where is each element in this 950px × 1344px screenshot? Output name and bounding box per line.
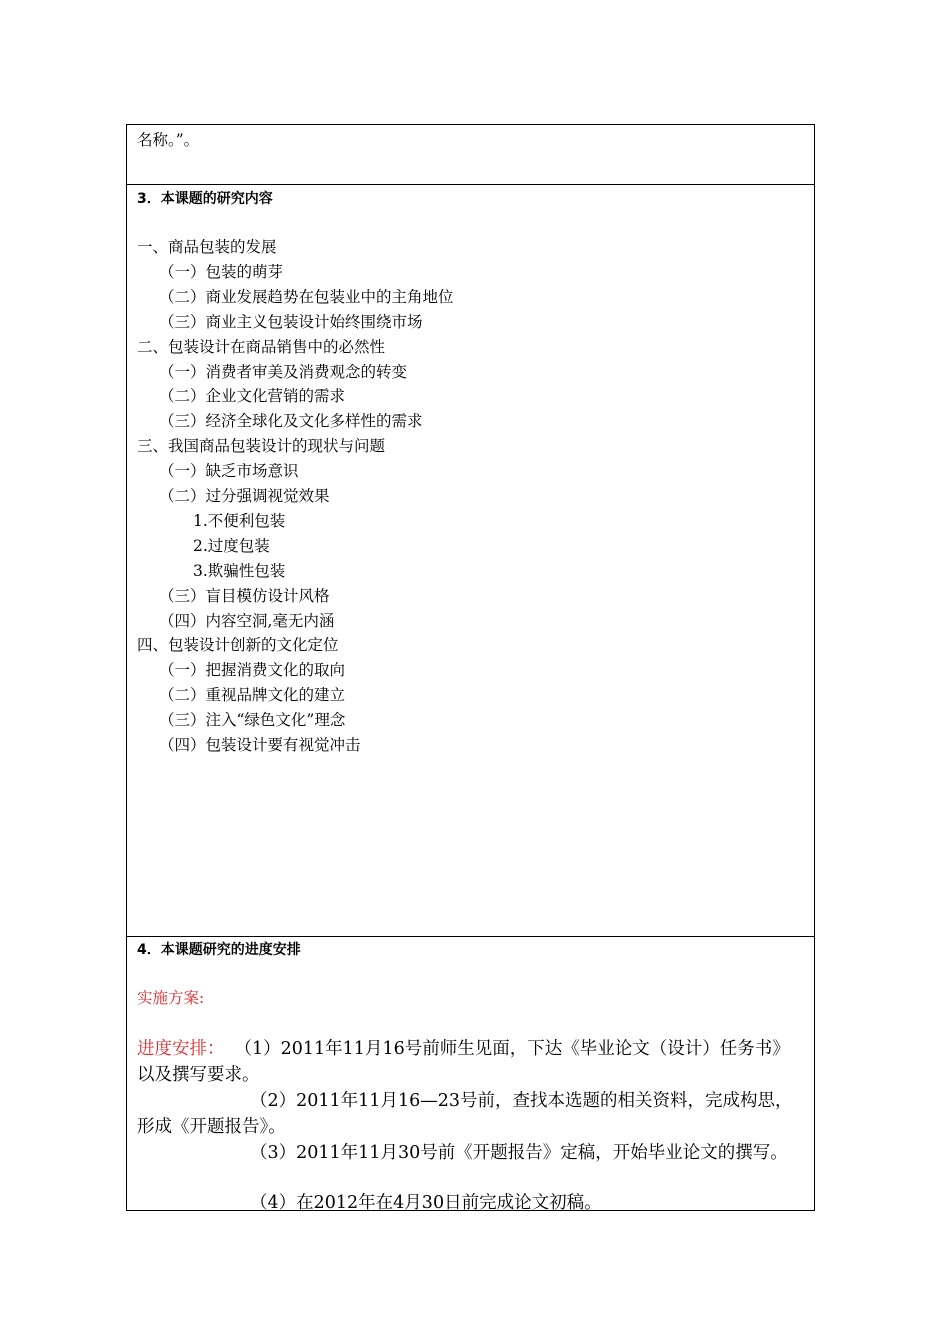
outline-item: 三、我国商品包装设计的现状与问题 bbox=[137, 437, 386, 456]
schedule-item-2: （2）2011年11月16—23号前，查找本选题的相关资料，完成构思，形成《开题报告》。 bbox=[137, 1091, 793, 1137]
outline-item: （一）包装的萌芽 bbox=[159, 262, 284, 281]
schedule-item-3: （3）2011年11月30号前《开题报告》定稿，开始毕业论文的撰写。 bbox=[250, 1143, 788, 1163]
outline-item: （四）包装设计要有视觉冲击 bbox=[159, 736, 361, 754]
outline-item: （三）经济全球化及文化多样性的需求 bbox=[159, 412, 423, 431]
schedule-label: 进度安排： bbox=[137, 1039, 225, 1059]
outline-item: 3.欺骗性包装 bbox=[193, 561, 286, 580]
outline-item: （二）商业发展趋势在包装业中的主角地位 bbox=[159, 287, 454, 306]
outline-item: 四、包装设计创新的文化定位 bbox=[137, 636, 339, 655]
outline-item: （一）缺乏市场意识 bbox=[159, 462, 299, 481]
schedule-item-4: （4）在2012年在4月30日前完成论文初稿。 bbox=[250, 1193, 602, 1213]
outline-item: 二、包装设计在商品销售中的必然性 bbox=[137, 337, 386, 356]
outline-item: （二）重视品牌文化的建立 bbox=[159, 686, 346, 705]
outline-item: （四）内容空洞,毫无内涵 bbox=[159, 611, 335, 630]
outline-item: （三）盲目模仿设计风格 bbox=[159, 586, 330, 605]
table-cell-research-content bbox=[126, 184, 815, 937]
continuation-text: 名称。”。 bbox=[137, 131, 200, 149]
outline-item: （一）消费者审美及消费观念的转变 bbox=[159, 362, 408, 381]
outline-item: 一、商品包装的发展 bbox=[137, 238, 277, 256]
outline-item: 2.过度包装 bbox=[193, 536, 270, 555]
schedule-item-1: 进度安排： （1）2011年11月16号前师生见面，下达《毕业论文（设计）任务书》以及撰写要求。 bbox=[137, 1039, 790, 1085]
table-cell-schedule bbox=[126, 936, 815, 1211]
plan-label: 实施方案: bbox=[137, 989, 205, 1007]
table-cell-continuation bbox=[126, 124, 815, 185]
outline-item: （二）过分强调视觉效果 bbox=[159, 487, 330, 505]
outline-item: 1.不便利包装 bbox=[193, 511, 286, 530]
outline-item: （三）注入“绿色文化”理念 bbox=[159, 711, 346, 730]
outline-item: （三）商业主义包装设计始终围绕市场 bbox=[159, 312, 423, 331]
section-4-heading: 4．本课题研究的进度安排 bbox=[137, 942, 301, 958]
outline-item: （二）企业文化营销的需求 bbox=[159, 387, 346, 406]
outline-item: （一）把握消费文化的取向 bbox=[159, 661, 346, 680]
section-3-heading: 3．本课题的研究内容 bbox=[137, 191, 273, 207]
